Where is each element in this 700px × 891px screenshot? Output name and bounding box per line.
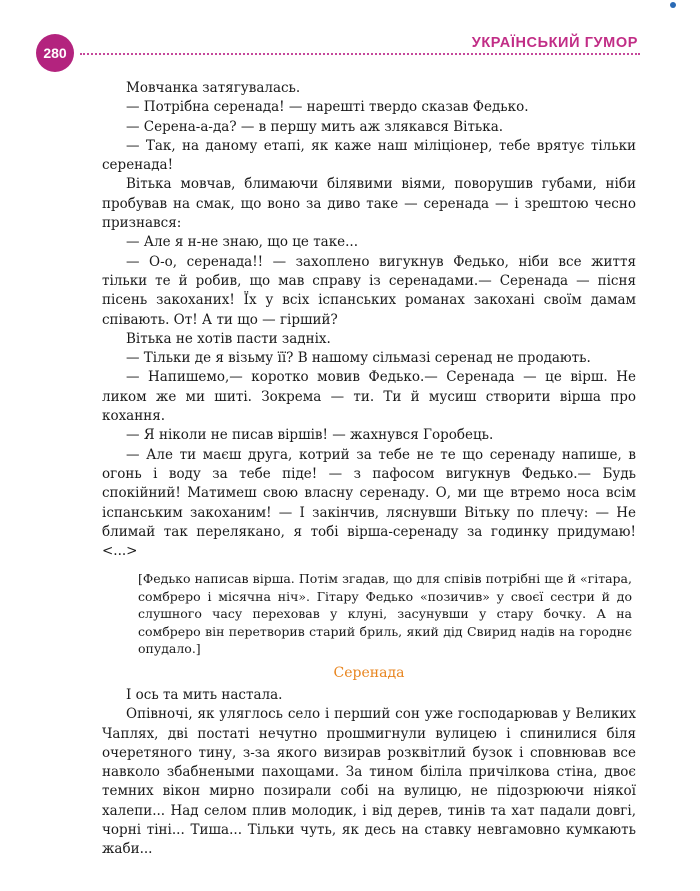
paragraph: — Напишемо,— коротко мовив Федько.— Серенада — це вірш. Не ликом же ми шиті. Зокрема — ти. Ти й мусиш створити вірша про кохання. — [102, 369, 636, 425]
header-dotted-rule — [80, 53, 640, 55]
paragraph: — Потрібна серенада! — нарешті твердо сказав Федько. — [126, 99, 529, 116]
paragraph: — Так, на даному етапі, як каже наш міліціонер, тебе врятує тільки серенада! — [102, 137, 636, 174]
paragraph: — Але я н-не знаю, що це таке... — [126, 234, 359, 251]
publisher-mark-icon — [670, 2, 696, 10]
page-number-badge: 280 — [36, 34, 74, 72]
paragraph: Опівночі, як уляглось село і перший сон уже господарював у Великих Чаплях, дві постаті нечутно прошмигнули вулицею і спинилися біля очеретяного тину, з-за якого визирав розквітлий бузок і сповнював все навколо збабнеными пахощами. За тином біліла причілкова стіна, двоє темних вікон мирно позирали собі на вулицю, не підозрюючи ніякої халепи... Над селом плив молодик, і від дерев, тинів та хат падали довгі, чорні тіні... Тиша... Тільки чуть, як десь на ставку невгамовно кумкають жаби... — [102, 706, 636, 858]
paragraph: Вітька не хотів пасти задніх. — [126, 330, 331, 347]
paragraph: — Але ти маєш друга, котрий за тебе не те що серенаду напише, в огонь і воду за тебе піде! — з пафосом вигукнув Федько.— Будь спокійний! Матимеш свою власну серенаду. О, ми ще втремо носа всім іспанським закоханим! — І закінчив, ляснувши Вітьку по плечу: — Не блимай так перелякано, я тобі вірша-серенаду за годинку придумаю! <...> — [102, 446, 636, 560]
paragraph: — Тільки де я візьму її? В нашому сільмазі серенад не продають. — [126, 350, 591, 367]
paragraph: Мовчанка затягувалась. — [126, 80, 301, 96]
paragraph: — Серена-а-да? — в першу мить аж злякався Вітька. — [126, 118, 504, 135]
chapter-subheading: Серенада — [333, 664, 405, 681]
paragraph: Вітька мовчав, блимаючи білявими віями, поворушив губами, ніби пробував на смак, що воно за диво таке — серенада — і зрештою чесно признався: — [102, 176, 636, 232]
story-text — [102, 79, 636, 860]
paragraph: — О-о, серенада!! — захоплено вигукнув Федько, ніби все життя тільки те й робив, що мав справу із серенадами.— Серенада — пісня пісень закоханих! Їх у всіх іспанських романах закохані своїм дамам співають. От! А ти що — гірший? — [102, 253, 636, 328]
editorial-insert-note: [Федько написав вірша. Потім згадав, що для співів потрібні ще й «гітара, сомбреро і місячна ніч». Гітару Федько «позичив» у своєї сестри й до слушного часу переховав у клуні, засунувши у стару бочку. А на сомбреро він перетворив старий бриль, який дід Свирид надів на городнє опудало.] — [138, 571, 632, 657]
section-title: УКРАЇНСЬКИЙ ГУМОР — [466, 35, 638, 51]
paragraph: — Я ніколи не писав віршів! — жахнувся Горобець. — [126, 427, 494, 444]
paragraph: І ось та мить настала. — [126, 686, 283, 703]
